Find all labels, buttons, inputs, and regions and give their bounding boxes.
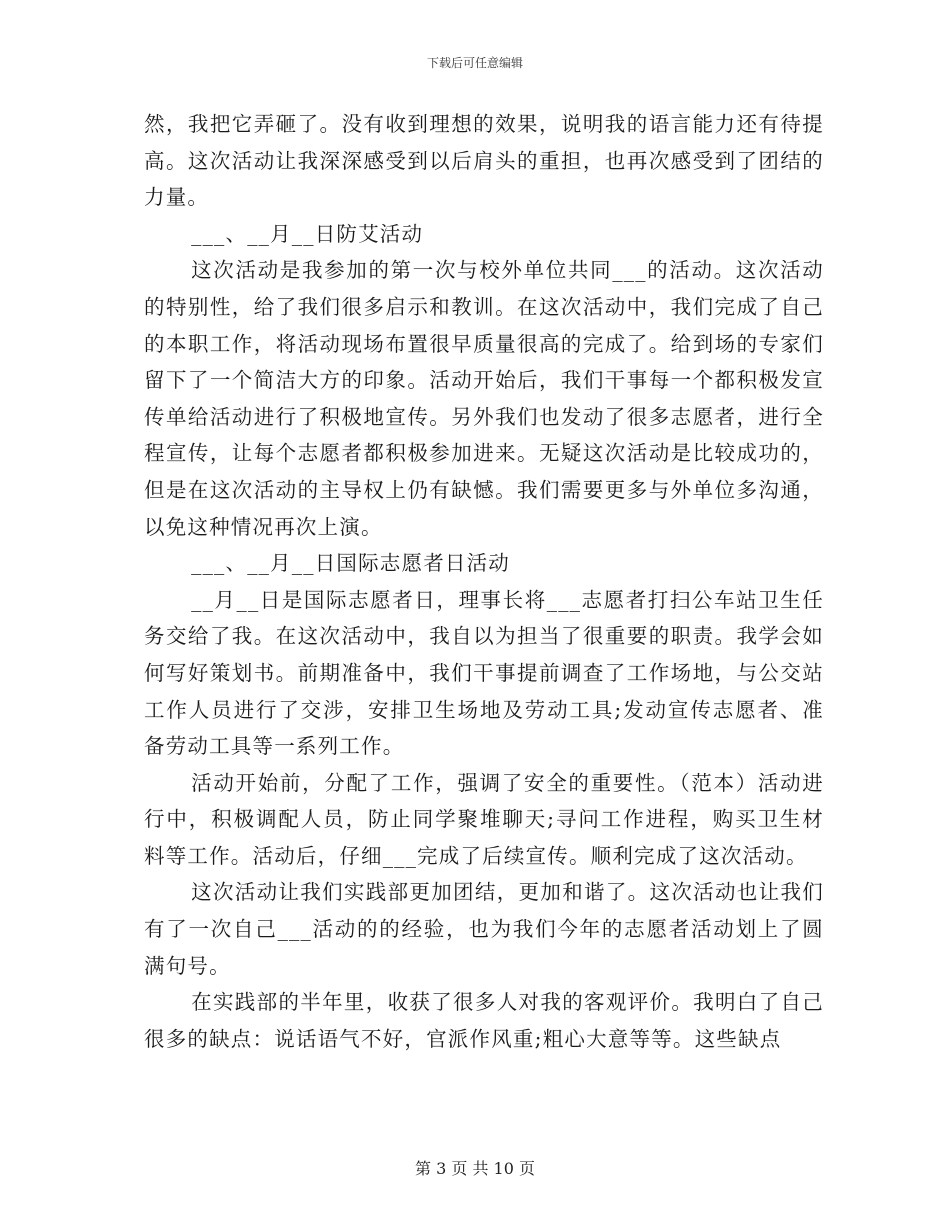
paragraph-volunteer-day: __月__日是国际志愿者日，理事长将___志愿者打扫公车站卫生任务交给了我。在这次活动中，我自以为担当了很重要的职责。我学会如何写好策划书。前期准备中，我们干事提前调查了工作场地，与公交站工作人员进行了交涉，安排卫生场地及劳动工具;发动宣传志愿者、准备劳动工具等一系列工作。 xyxy=(144,587,824,759)
paragraph-aids-activity: 这次活动是我参加的第一次与校外单位共同___的活动。这次活动的特别性，给了我们很多启示和教训。在这次活动中，我们完成了自己的本职工作，将活动现场布置很早质量很高的完成了。给到场的专家们留下了一个简洁大方的印象。活动开始后，我们干事每一个都积极发宣传单给活动进行了积极地宣传。另外我们也发动了很多志愿者，进行全程宣传，让每个志愿者都积极参加进来。无疑这次活动是比较成功的，但是在这次活动的主导权上仍有缺憾。我们需要更多与外单位多沟通，以免这种情况再次上演。 xyxy=(144,258,824,539)
paragraph-continuation: 然，我把它弄砸了。没有收到理想的效果，说明我的语言能力还有待提高。这次活动让我深深感受到以后肩头的重担，也再次感受到了团结的力量。 xyxy=(144,112,824,210)
paragraph-activity-process: 活动开始前，分配了工作，强调了安全的重要性。（范本）活动进行中，积极调配人员，防止同学聚堆聊天;寻问工作进程，购买卫生材料等工作。活动后，仔细___完成了后续宣传。顺利完成了这次活动。 xyxy=(144,770,824,868)
document-body xyxy=(144,106,824,1057)
paragraph-activity-result: 这次活动让我们实践部更加团结，更加和谐了。这次活动也让我们有了一次自己___活动的的经验，也为我们今年的志愿者活动划上了圆满句号。 xyxy=(144,880,824,978)
section-heading-volunteer-day: ___、__月__日国际志愿者日活动 xyxy=(191,551,510,576)
page-header-note: 下载后可任意编辑 xyxy=(426,56,523,70)
section-heading-aids-activity: ___、__月__日防艾活动 xyxy=(191,221,424,246)
paragraph-self-evaluation: 在实践部的半年里，收获了很多人对我的客观评价。我明白了自己很多的缺点：说话语气不好，官派作风重;粗心大意等等。这些缺点 xyxy=(144,990,824,1051)
page-number-footer: 第 3 页 共 10 页 xyxy=(415,1159,535,1178)
